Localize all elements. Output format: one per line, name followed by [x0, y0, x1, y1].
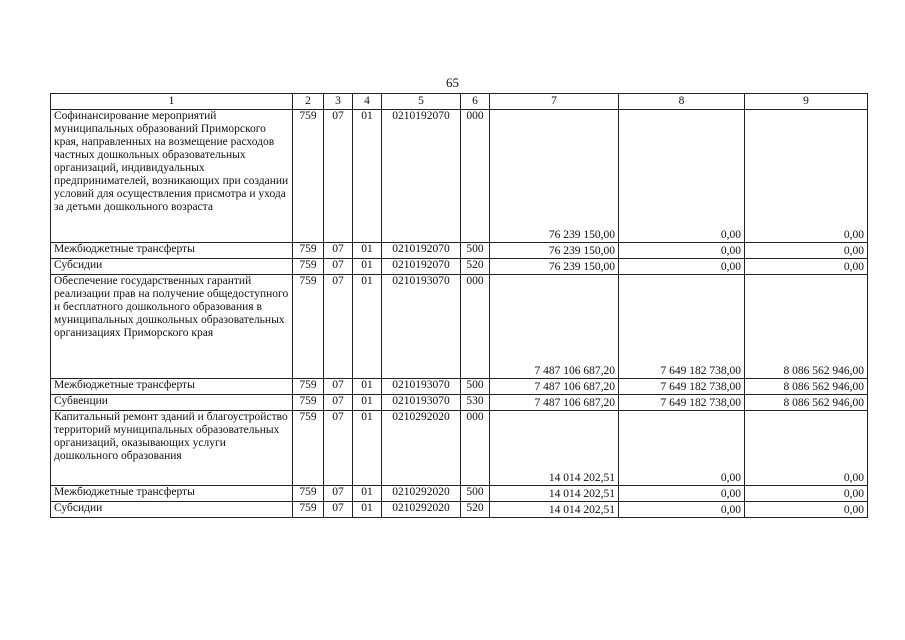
- table-row-sub: [51, 486, 868, 502]
- column-header: 2: [293, 94, 324, 110]
- item-name-cell: Субсидии: [51, 502, 293, 518]
- item-name-cell: Субвенции: [51, 395, 293, 411]
- amount-year1-cell: 14 014 202,51: [490, 502, 619, 518]
- subsection-cell: 01: [353, 275, 382, 379]
- expense-type-cell: 500: [461, 243, 490, 259]
- section-cell: 07: [324, 275, 353, 379]
- amount-year3-cell: 0,00: [745, 259, 868, 275]
- table-header-row: [51, 94, 868, 110]
- amount-year2-cell: 7 649 182 738,00: [619, 379, 745, 395]
- item-name-cell: Межбюджетные трансферты: [51, 243, 293, 259]
- amount-year1-cell: 76 239 150,00: [490, 110, 619, 243]
- target-article-cell: 0210292020: [382, 486, 461, 502]
- subsection-cell: 01: [353, 110, 382, 243]
- amount-year2-cell: 0,00: [619, 259, 745, 275]
- admin-code-cell: 759: [293, 486, 324, 502]
- amount-year1-cell: 76 239 150,00: [490, 259, 619, 275]
- expense-type-cell: 500: [461, 486, 490, 502]
- amount-year3-cell: 8 086 562 946,00: [745, 395, 868, 411]
- amount-year2-cell: 0,00: [619, 243, 745, 259]
- item-name-cell: Межбюджетные трансферты: [51, 486, 293, 502]
- item-name-cell: Обеспечение государственных гарантий реализации прав на получение общедоступного и бесплатного дошкольного образования в муниципальных дошкольных образовательных организациях Приморского края: [51, 275, 293, 379]
- admin-code-cell: 759: [293, 379, 324, 395]
- column-header: 8: [619, 94, 745, 110]
- expense-type-cell: 530: [461, 395, 490, 411]
- table-row-sub: [51, 259, 868, 275]
- amount-year3-cell: 0,00: [745, 486, 868, 502]
- section-cell: 07: [324, 379, 353, 395]
- amount-year1-cell: 7 487 106 687,20: [490, 395, 619, 411]
- amount-year1-cell: 7 487 106 687,20: [490, 379, 619, 395]
- table-row-main: [51, 275, 868, 379]
- amount-year1-cell: 7 487 106 687,20: [490, 275, 619, 379]
- column-header: 6: [461, 94, 490, 110]
- amount-year3-cell: 8 086 562 946,00: [745, 379, 868, 395]
- admin-code-cell: 759: [293, 502, 324, 518]
- admin-code-cell: 759: [293, 243, 324, 259]
- amount-year3-cell: 0,00: [745, 243, 868, 259]
- target-article-cell: 0210193070: [382, 395, 461, 411]
- target-article-cell: 0210292020: [382, 411, 461, 486]
- amount-year2-cell: 0,00: [619, 486, 745, 502]
- column-header: 3: [324, 94, 353, 110]
- table-body: [51, 110, 868, 518]
- amount-year3-cell: 8 086 562 946,00: [745, 275, 868, 379]
- expense-type-cell: 000: [461, 411, 490, 486]
- page-number: 65: [446, 75, 459, 90]
- admin-code-cell: 759: [293, 411, 324, 486]
- section-cell: 07: [324, 395, 353, 411]
- subsection-cell: 01: [353, 379, 382, 395]
- table-row-sub: [51, 395, 868, 411]
- column-header: 1: [51, 94, 293, 110]
- subsection-cell: 01: [353, 486, 382, 502]
- amount-year3-cell: 0,00: [745, 411, 868, 486]
- budget-table: [50, 93, 868, 518]
- column-header: 9: [745, 94, 868, 110]
- amount-year3-cell: 0,00: [745, 110, 868, 243]
- amount-year2-cell: 7 649 182 738,00: [619, 395, 745, 411]
- expense-type-cell: 000: [461, 275, 490, 379]
- target-article-cell: 0210292020: [382, 502, 461, 518]
- amount-year2-cell: 0,00: [619, 110, 745, 243]
- section-cell: 07: [324, 243, 353, 259]
- subsection-cell: 01: [353, 259, 382, 275]
- target-article-cell: 0210193070: [382, 379, 461, 395]
- table-row-sub: [51, 502, 868, 518]
- expense-type-cell: 520: [461, 259, 490, 275]
- table-row-main: [51, 110, 868, 243]
- item-name-cell: Межбюджетные трансферты: [51, 379, 293, 395]
- section-cell: 07: [324, 486, 353, 502]
- column-header: 5: [382, 94, 461, 110]
- item-name-cell: Капитальный ремонт зданий и благоустройство территорий муниципальных образовательных организаций, оказывающих услуги дошкольного образования: [51, 411, 293, 486]
- admin-code-cell: 759: [293, 110, 324, 243]
- admin-code-cell: 759: [293, 259, 324, 275]
- table-row-sub: [51, 379, 868, 395]
- target-article-cell: 0210193070: [382, 275, 461, 379]
- amount-year2-cell: 0,00: [619, 502, 745, 518]
- section-cell: 07: [324, 259, 353, 275]
- item-name-cell: Софинансирование мероприятий муниципальных образований Приморского края, направленных на возмещение расходов частных дошкольных образовательных организаций, индивидуальных предпринимателей, возникающих при создании условий для осуществления присмотра и ухода за детьми дошкольного возраста: [51, 110, 293, 243]
- table-row-sub: [51, 243, 868, 259]
- amount-year1-cell: 14 014 202,51: [490, 411, 619, 486]
- expense-type-cell: 520: [461, 502, 490, 518]
- amount-year1-cell: 76 239 150,00: [490, 243, 619, 259]
- amount-year1-cell: 14 014 202,51: [490, 486, 619, 502]
- table-row-main: [51, 411, 868, 486]
- section-cell: 07: [324, 110, 353, 243]
- target-article-cell: 0210192070: [382, 110, 461, 243]
- subsection-cell: 01: [353, 395, 382, 411]
- amount-year2-cell: 7 649 182 738,00: [619, 275, 745, 379]
- subsection-cell: 01: [353, 243, 382, 259]
- expense-type-cell: 500: [461, 379, 490, 395]
- item-name-cell: Субсидии: [51, 259, 293, 275]
- target-article-cell: 0210192070: [382, 259, 461, 275]
- expense-type-cell: 000: [461, 110, 490, 243]
- subsection-cell: 01: [353, 502, 382, 518]
- section-cell: 07: [324, 411, 353, 486]
- amount-year2-cell: 0,00: [619, 411, 745, 486]
- admin-code-cell: 759: [293, 275, 324, 379]
- target-article-cell: 0210192070: [382, 243, 461, 259]
- column-header: 7: [490, 94, 619, 110]
- column-header: 4: [353, 94, 382, 110]
- subsection-cell: 01: [353, 411, 382, 486]
- admin-code-cell: 759: [293, 395, 324, 411]
- section-cell: 07: [324, 502, 353, 518]
- amount-year3-cell: 0,00: [745, 502, 868, 518]
